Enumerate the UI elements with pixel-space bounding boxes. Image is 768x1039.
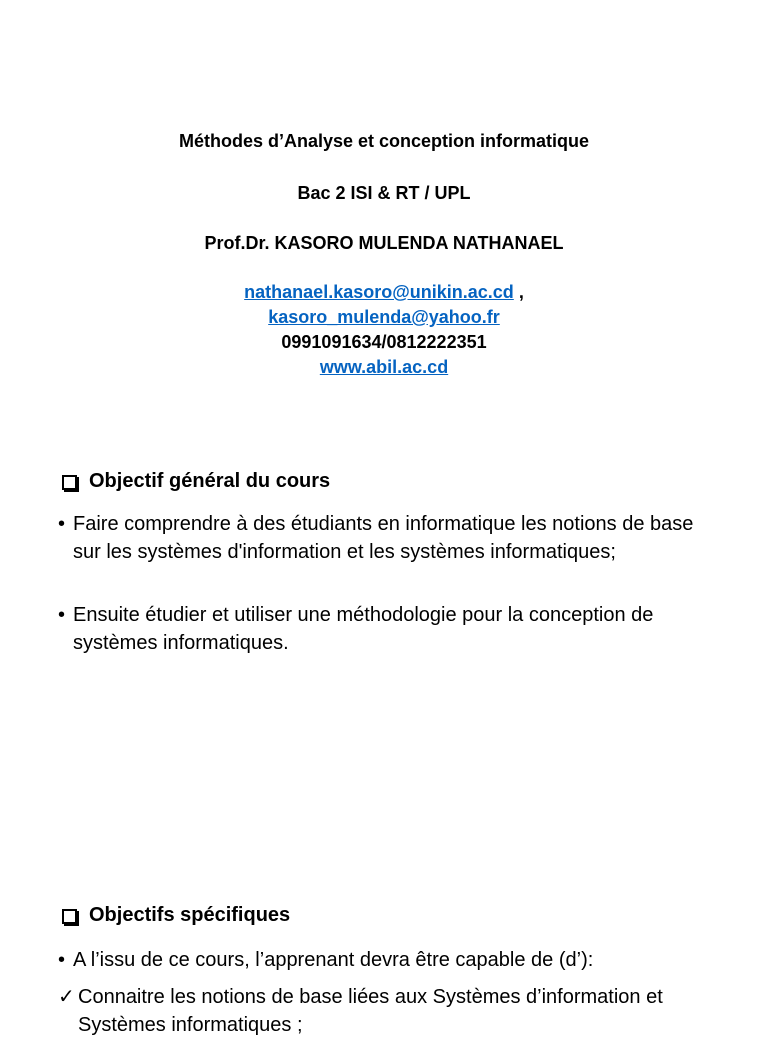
specific-objectives-intro [58,946,708,974]
course-title: Méthodes d’Analyse et conception informatique [178,131,590,151]
general-objective-bullet-1 [58,510,708,566]
general-objective-heading-text: Objectif général du cours [89,470,331,492]
professor-name: Prof.Dr. KASORO MULENDA NATHANAEL [204,233,564,253]
checkmark-icon: ✓ [58,986,75,1008]
bullet-text: A l’issu de ce cours, l’apprenant devra être capable de (d’): [73,949,594,971]
specific-objective-item-1 [58,983,708,1039]
bullet-text: Faire comprendre à des étudiants en informatique les notions de base sur les systèmes d'information et les systèmes informatiques; [73,513,694,563]
course-level: Bac 2 ISI & RT / UPL [297,183,471,203]
email-separator: , [513,282,524,302]
checkbox-square-icon [62,475,77,490]
email-line [0,280,768,304]
bullet-icon: • [58,513,66,535]
specific-objectives-heading [60,902,290,928]
bullet-icon: • [58,604,66,626]
specific-objectives-heading-text: Objectifs spécifiques [89,904,291,926]
website-link[interactable]: www.abil.ac.cd [319,357,449,377]
email-secondary-link[interactable]: kasoro_mulenda@yahoo.fr [268,307,500,327]
check-item-text: Connaitre les notions de base liées aux Systèmes d’information et Systèmes informatiques ; [78,986,663,1036]
website-line [0,355,768,379]
general-objective-heading [60,468,330,494]
general-objective-bullet-2 [58,601,708,657]
checkbox-square-icon [62,909,77,924]
phone-numbers: 0991091634/0812222351 [281,332,487,352]
bullet-icon: • [58,949,66,971]
bullet-text: Ensuite étudier et utiliser une méthodologie pour la conception de systèmes informatiques. [73,604,654,654]
email-primary-link[interactable]: nathanael.kasoro@unikin.ac.cd [244,282,514,302]
email-secondary-line [0,305,768,329]
